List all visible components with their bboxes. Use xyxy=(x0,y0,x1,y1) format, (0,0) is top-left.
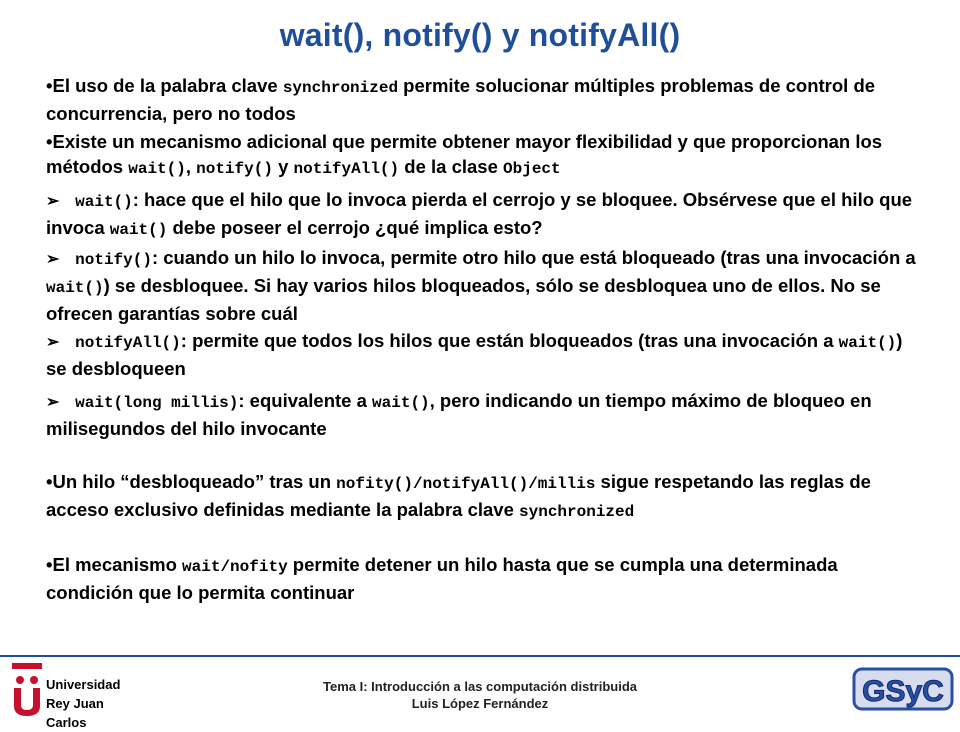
urjc-line-2: Rey Juan Carlos xyxy=(46,696,104,730)
code-span: wait() xyxy=(46,279,104,297)
text-span: , xyxy=(185,156,197,177)
arrow-bullet-icon: ➢ xyxy=(46,334,60,351)
text-span: sigue respetando las reglas de acceso exclusivo definidas mediante la palabra clave xyxy=(46,471,871,520)
code-span: synchronized xyxy=(519,503,635,521)
text-span: permite detener un hilo hasta que se cumpla una determinada condición que lo permita continuar xyxy=(46,554,838,603)
paragraph-1 xyxy=(46,73,906,126)
code-span: Object xyxy=(503,160,561,178)
text-span: Un hilo “desbloqueado” tras un xyxy=(52,471,337,492)
paragraph-4 xyxy=(46,245,921,326)
bullet-icon: • xyxy=(46,131,53,152)
text-span: permite solucionar múltiples problemas de control de concurrencia, pero no todos xyxy=(46,75,876,124)
footer-course: Tema I: Introducción a las computación distribuida xyxy=(323,679,637,694)
arrow-bullet-icon: ➢ xyxy=(46,193,60,210)
text-span: : hace que el hilo que lo invoca pierda el cerrojo y se bloquee. Obsérvese que el hilo que invoca xyxy=(46,189,913,238)
paragraph-6 xyxy=(46,388,921,441)
slide-title: wait(), notify() y notifyAll() xyxy=(279,17,681,53)
text-span: : cuando un hilo lo invoca, permite otro hilo que está bloqueado (tras una invocación a xyxy=(151,247,916,268)
arrow-bullet-icon: ➢ xyxy=(46,394,60,411)
code-span: wait() xyxy=(838,334,897,352)
code-span: notify() xyxy=(196,160,273,178)
footer xyxy=(0,678,960,712)
paragraph-7 xyxy=(46,469,921,525)
bullet-icon: • xyxy=(46,75,53,96)
text-span: ) se desbloqueen xyxy=(46,330,903,379)
footer-author: Luis López Fernández xyxy=(411,696,549,711)
gsyc-logo xyxy=(852,665,954,713)
code-span: wait(long millis) xyxy=(75,394,239,412)
text-span: ) se desbloquee. Si hay varios hilos bloqueados, sólo se desbloquea uno de ellos. No se ofrecen garantías sobre cuál xyxy=(46,275,881,324)
text-span: El mecanismo xyxy=(52,554,183,575)
paragraph-5 xyxy=(46,328,921,381)
text-span: Existe un mecanismo adicional que permite obtener mayor flexibilidad y que proporcionan los métodos xyxy=(46,131,883,177)
text-span: El uso de la palabra clave xyxy=(52,75,283,96)
code-span: notifyAll() xyxy=(293,160,400,178)
text-span: y xyxy=(272,156,294,177)
urjc-line-1: Universidad xyxy=(46,677,121,692)
text-span: : equivalente a xyxy=(238,390,373,411)
code-span: synchronized xyxy=(282,79,399,97)
code-span: notify() xyxy=(75,251,152,269)
footer-divider xyxy=(0,655,960,657)
bullet-icon: • xyxy=(46,471,53,492)
paragraph-2 xyxy=(46,129,906,182)
paragraph-3 xyxy=(46,187,921,243)
arrow-bullet-icon: ➢ xyxy=(46,251,60,268)
code-span: nofity()/notifyAll()/millis xyxy=(336,475,596,493)
text-span: , pero indicando un tiempo máximo de bloqueo en milisegundos del hilo invocante xyxy=(46,390,872,439)
code-span: wait() xyxy=(109,221,168,239)
code-span: wait() xyxy=(128,160,186,178)
text-span: de la clase xyxy=(399,156,504,177)
code-span: wait() xyxy=(372,394,430,412)
code-span: notifyAll() xyxy=(75,334,181,352)
text-span: debe poseer el cerrojo ¿qué implica esto? xyxy=(167,217,543,238)
text-span: : permite que todos los hilos que están bloqueados (tras una invocación a xyxy=(180,330,839,351)
code-span: wait/nofity xyxy=(182,558,288,576)
gsyc-text: GSyC xyxy=(862,675,944,708)
code-span: wait() xyxy=(75,193,133,211)
gsyc-logo-icon xyxy=(852,665,954,713)
paragraph-8 xyxy=(46,552,921,605)
bullet-icon: • xyxy=(46,554,53,575)
